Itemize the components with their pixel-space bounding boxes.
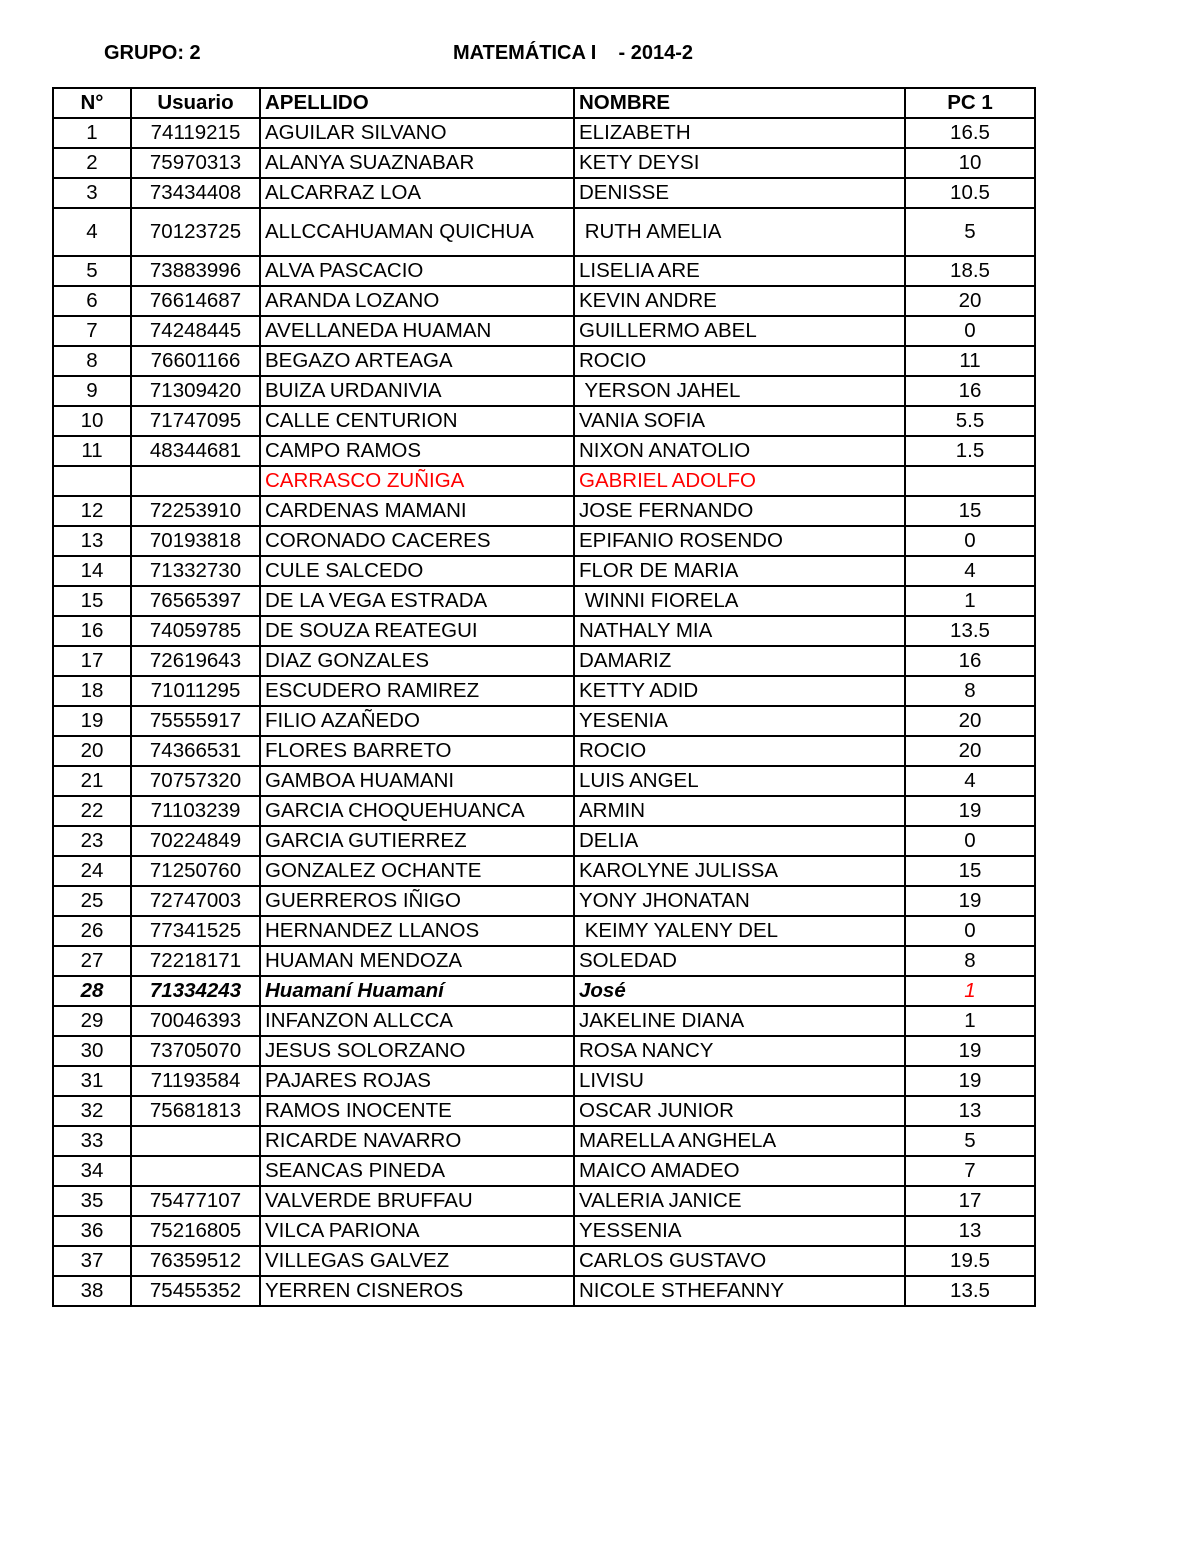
cell-usuario: 71334243 xyxy=(131,976,260,1006)
course-title: MATEMÁTICA I - 2014-2 xyxy=(453,42,694,64)
table-row xyxy=(53,178,1035,208)
col-header-pc1: PC 1 xyxy=(905,88,1035,118)
cell-apellido: GUERREROS IÑIGO xyxy=(260,886,574,916)
table-row xyxy=(53,586,1035,616)
col-header-usuario: Usuario xyxy=(131,88,260,118)
cell-usuario: 71103239 xyxy=(131,796,260,826)
table-row xyxy=(53,886,1035,916)
cell-pc1: 20 xyxy=(905,736,1035,766)
cell-pc1: 10 xyxy=(905,148,1035,178)
cell-pc1: 15 xyxy=(905,496,1035,526)
cell-pc1: 13 xyxy=(905,1216,1035,1246)
cell-nombre: DENISSE xyxy=(574,178,905,208)
cell-apellido: GONZALEZ OCHANTE xyxy=(260,856,574,886)
table-row xyxy=(53,646,1035,676)
table-row xyxy=(53,346,1035,376)
cell-number: 30 xyxy=(53,1036,131,1066)
cell-number: 4 xyxy=(53,208,131,256)
cell-usuario: 71193584 xyxy=(131,1066,260,1096)
cell-number: 8 xyxy=(53,346,131,376)
cell-number: 11 xyxy=(53,436,131,466)
cell-usuario: 72747003 xyxy=(131,886,260,916)
cell-number: 1 xyxy=(53,118,131,148)
cell-nombre: DELIA xyxy=(574,826,905,856)
cell-usuario: 76359512 xyxy=(131,1246,260,1276)
cell-nombre: NICOLE STHEFANNY xyxy=(574,1276,905,1306)
cell-apellido: VILCA PARIONA xyxy=(260,1216,574,1246)
cell-usuario: 75477107 xyxy=(131,1186,260,1216)
cell-pc1: 19 xyxy=(905,886,1035,916)
cell-nombre: JAKELINE DIANA xyxy=(574,1006,905,1036)
cell-pc1: 18.5 xyxy=(905,256,1035,286)
cell-usuario: 72218171 xyxy=(131,946,260,976)
cell-nombre: WINNI FIORELA xyxy=(574,586,905,616)
cell-usuario: 76601166 xyxy=(131,346,260,376)
cell-number: 20 xyxy=(53,736,131,766)
col-header-number: N° xyxy=(53,88,131,118)
cell-usuario: 70123725 xyxy=(131,208,260,256)
cell-usuario: 76614687 xyxy=(131,286,260,316)
cell-pc1: 13.5 xyxy=(905,616,1035,646)
table-row xyxy=(53,148,1035,178)
cell-apellido: HERNANDEZ LLANOS xyxy=(260,916,574,946)
table-row xyxy=(53,616,1035,646)
cell-pc1: 15 xyxy=(905,856,1035,886)
cell-pc1: 0 xyxy=(905,916,1035,946)
cell-number: 14 xyxy=(53,556,131,586)
cell-nombre: KAROLYNE JULISSA xyxy=(574,856,905,886)
cell-usuario xyxy=(131,1156,260,1186)
table-row xyxy=(53,1186,1035,1216)
cell-usuario: 71747095 xyxy=(131,406,260,436)
cell-pc1: 8 xyxy=(905,676,1035,706)
cell-pc1: 10.5 xyxy=(905,178,1035,208)
cell-number: 13 xyxy=(53,526,131,556)
cell-apellido: Huamaní Huamaní xyxy=(260,976,574,1006)
cell-number xyxy=(53,466,131,496)
table-row xyxy=(53,676,1035,706)
table-row xyxy=(53,916,1035,946)
cell-number: 18 xyxy=(53,676,131,706)
cell-apellido: ALANYA SUAZNABAR xyxy=(260,148,574,178)
cell-usuario: 72253910 xyxy=(131,496,260,526)
cell-apellido: BEGAZO ARTEAGA xyxy=(260,346,574,376)
table-row xyxy=(53,1276,1035,1306)
table-row xyxy=(53,376,1035,406)
cell-apellido: GARCIA CHOQUEHUANCA xyxy=(260,796,574,826)
cell-usuario: 71011295 xyxy=(131,676,260,706)
cell-number: 22 xyxy=(53,796,131,826)
cell-usuario: 75970313 xyxy=(131,148,260,178)
cell-nombre: EPIFANIO ROSENDO xyxy=(574,526,905,556)
col-header-nombre: NOMBRE xyxy=(574,88,905,118)
cell-nombre: José xyxy=(574,976,905,1006)
cell-pc1: 20 xyxy=(905,286,1035,316)
cell-apellido: DIAZ GONZALES xyxy=(260,646,574,676)
cell-usuario: 77341525 xyxy=(131,916,260,946)
cell-apellido: CARDENAS MAMANI xyxy=(260,496,574,526)
cell-pc1: 17 xyxy=(905,1186,1035,1216)
cell-usuario: 70193818 xyxy=(131,526,260,556)
table-row xyxy=(53,436,1035,466)
cell-apellido: AVELLANEDA HUAMAN xyxy=(260,316,574,346)
cell-usuario: 72619643 xyxy=(131,646,260,676)
cell-nombre: CARLOS GUSTAVO xyxy=(574,1246,905,1276)
table-row xyxy=(53,286,1035,316)
cell-usuario: 74059785 xyxy=(131,616,260,646)
cell-apellido: PAJARES ROJAS xyxy=(260,1066,574,1096)
cell-pc1: 16.5 xyxy=(905,118,1035,148)
table-row xyxy=(53,796,1035,826)
table-row xyxy=(53,736,1035,766)
cell-nombre: KEIMY YALENY DEL xyxy=(574,916,905,946)
cell-nombre: YERSON JAHEL xyxy=(574,376,905,406)
table-row xyxy=(53,1126,1035,1156)
cell-usuario: 76565397 xyxy=(131,586,260,616)
cell-usuario: 71309420 xyxy=(131,376,260,406)
table-row xyxy=(53,316,1035,346)
cell-apellido: BUIZA URDANIVIA xyxy=(260,376,574,406)
cell-pc1 xyxy=(905,466,1035,496)
cell-number: 7 xyxy=(53,316,131,346)
table-row xyxy=(53,466,1035,496)
table-body xyxy=(53,118,1035,1306)
cell-number: 21 xyxy=(53,766,131,796)
cell-pc1: 4 xyxy=(905,766,1035,796)
cell-number: 23 xyxy=(53,826,131,856)
cell-nombre: KETY DEYSI xyxy=(574,148,905,178)
cell-usuario: 71250760 xyxy=(131,856,260,886)
cell-nombre: GUILLERMO ABEL xyxy=(574,316,905,346)
cell-usuario: 73883996 xyxy=(131,256,260,286)
cell-apellido: YERREN CISNEROS xyxy=(260,1276,574,1306)
cell-number: 35 xyxy=(53,1186,131,1216)
cell-number: 26 xyxy=(53,916,131,946)
cell-number: 27 xyxy=(53,946,131,976)
cell-number: 34 xyxy=(53,1156,131,1186)
table-row xyxy=(53,118,1035,148)
cell-nombre: LUIS ANGEL xyxy=(574,766,905,796)
cell-pc1: 8 xyxy=(905,946,1035,976)
cell-nombre: RUTH AMELIA xyxy=(574,208,905,256)
cell-apellido: ALLCCAHUAMAN QUICHUA xyxy=(260,208,574,256)
cell-nombre: ARMIN xyxy=(574,796,905,826)
cell-number: 3 xyxy=(53,178,131,208)
cell-usuario: 48344681 xyxy=(131,436,260,466)
cell-apellido: DE SOUZA REATEGUI xyxy=(260,616,574,646)
col-header-apellido: APELLIDO xyxy=(260,88,574,118)
cell-pc1: 20 xyxy=(905,706,1035,736)
cell-nombre: OSCAR JUNIOR xyxy=(574,1096,905,1126)
cell-pc1: 5 xyxy=(905,208,1035,256)
cell-number: 15 xyxy=(53,586,131,616)
table-row xyxy=(53,766,1035,796)
cell-usuario: 71332730 xyxy=(131,556,260,586)
cell-apellido: RAMOS INOCENTE xyxy=(260,1096,574,1126)
table-row xyxy=(53,256,1035,286)
cell-number: 6 xyxy=(53,286,131,316)
cell-nombre: JOSE FERNANDO xyxy=(574,496,905,526)
table-row xyxy=(53,406,1035,436)
cell-number: 29 xyxy=(53,1006,131,1036)
cell-pc1: 13 xyxy=(905,1096,1035,1126)
cell-number: 28 xyxy=(53,976,131,1006)
cell-nombre: KEVIN ANDRE xyxy=(574,286,905,316)
table-row xyxy=(53,208,1035,256)
cell-number: 16 xyxy=(53,616,131,646)
cell-usuario: 74248445 xyxy=(131,316,260,346)
cell-usuario: 75216805 xyxy=(131,1216,260,1246)
cell-nombre: FLOR DE MARIA xyxy=(574,556,905,586)
cell-apellido: GAMBOA HUAMANI xyxy=(260,766,574,796)
cell-apellido: HUAMAN MENDOZA xyxy=(260,946,574,976)
cell-apellido: CALLE CENTURION xyxy=(260,406,574,436)
cell-apellido: VILLEGAS GALVEZ xyxy=(260,1246,574,1276)
cell-usuario: 73705070 xyxy=(131,1036,260,1066)
table-row xyxy=(53,1036,1035,1066)
cell-usuario: 70046393 xyxy=(131,1006,260,1036)
cell-usuario: 75681813 xyxy=(131,1096,260,1126)
cell-number: 31 xyxy=(53,1066,131,1096)
cell-nombre: GABRIEL ADOLFO xyxy=(574,466,905,496)
table-row xyxy=(53,946,1035,976)
cell-number: 32 xyxy=(53,1096,131,1126)
cell-number: 38 xyxy=(53,1276,131,1306)
cell-number: 10 xyxy=(53,406,131,436)
cell-apellido: INFANZON ALLCCA xyxy=(260,1006,574,1036)
cell-apellido: ESCUDERO RAMIREZ xyxy=(260,676,574,706)
cell-pc1: 19.5 xyxy=(905,1246,1035,1276)
cell-number: 17 xyxy=(53,646,131,676)
cell-usuario: 73434408 xyxy=(131,178,260,208)
cell-pc1: 0 xyxy=(905,826,1035,856)
cell-usuario xyxy=(131,1126,260,1156)
cell-nombre: ROCIO xyxy=(574,736,905,766)
cell-nombre: YESSENIA xyxy=(574,1216,905,1246)
cell-apellido: SEANCAS PINEDA xyxy=(260,1156,574,1186)
cell-pc1: 5.5 xyxy=(905,406,1035,436)
cell-apellido: JESUS SOLORZANO xyxy=(260,1036,574,1066)
cell-apellido: VALVERDE BRUFFAU xyxy=(260,1186,574,1216)
cell-usuario: 70757320 xyxy=(131,766,260,796)
cell-apellido: RICARDE NAVARRO xyxy=(260,1126,574,1156)
cell-apellido: ALCARRAZ LOA xyxy=(260,178,574,208)
cell-number: 33 xyxy=(53,1126,131,1156)
cell-apellido: CAMPO RAMOS xyxy=(260,436,574,466)
table-row xyxy=(53,1006,1035,1036)
table-row xyxy=(53,826,1035,856)
table-row xyxy=(53,1066,1035,1096)
grades-table xyxy=(52,87,1036,1307)
table-row xyxy=(53,1246,1035,1276)
cell-apellido: ARANDA LOZANO xyxy=(260,286,574,316)
cell-pc1: 11 xyxy=(905,346,1035,376)
cell-pc1: 0 xyxy=(905,526,1035,556)
cell-number: 5 xyxy=(53,256,131,286)
cell-pc1: 16 xyxy=(905,376,1035,406)
cell-usuario: 75555917 xyxy=(131,706,260,736)
cell-apellido: AGUILAR SILVANO xyxy=(260,118,574,148)
cell-nombre: MARELLA ANGHELA xyxy=(574,1126,905,1156)
cell-pc1: 19 xyxy=(905,1036,1035,1066)
table-row xyxy=(53,526,1035,556)
table-row xyxy=(53,976,1035,1006)
cell-nombre: LIVISU xyxy=(574,1066,905,1096)
cell-usuario: 75455352 xyxy=(131,1276,260,1306)
cell-usuario: 74366531 xyxy=(131,736,260,766)
table-row xyxy=(53,856,1035,886)
table-row xyxy=(53,1156,1035,1186)
cell-pc1: 19 xyxy=(905,1066,1035,1096)
cell-usuario: 74119215 xyxy=(131,118,260,148)
cell-nombre: NATHALY MIA xyxy=(574,616,905,646)
cell-apellido: FILIO AZAÑEDO xyxy=(260,706,574,736)
cell-number: 36 xyxy=(53,1216,131,1246)
cell-number: 19 xyxy=(53,706,131,736)
cell-number: 12 xyxy=(53,496,131,526)
cell-apellido: CARRASCO ZUÑIGA xyxy=(260,466,574,496)
cell-pc1: 16 xyxy=(905,646,1035,676)
cell-nombre: DAMARIZ xyxy=(574,646,905,676)
cell-pc1: 1.5 xyxy=(905,436,1035,466)
table-row xyxy=(53,496,1035,526)
cell-nombre: MAICO AMADEO xyxy=(574,1156,905,1186)
cell-nombre: VANIA SOFIA xyxy=(574,406,905,436)
cell-usuario: 70224849 xyxy=(131,826,260,856)
table-header-row xyxy=(53,88,1035,118)
cell-apellido: ALVA PASCACIO xyxy=(260,256,574,286)
cell-pc1: 0 xyxy=(905,316,1035,346)
cell-apellido: CORONADO CACERES xyxy=(260,526,574,556)
cell-number: 25 xyxy=(53,886,131,916)
cell-nombre: YONY JHONATAN xyxy=(574,886,905,916)
table-row xyxy=(53,556,1035,586)
cell-nombre: ROSA NANCY xyxy=(574,1036,905,1066)
cell-pc1: 1 xyxy=(905,1006,1035,1036)
cell-number: 2 xyxy=(53,148,131,178)
cell-apellido: CULE SALCEDO xyxy=(260,556,574,586)
cell-apellido: FLORES BARRETO xyxy=(260,736,574,766)
cell-number: 37 xyxy=(53,1246,131,1276)
cell-nombre: ELIZABETH xyxy=(574,118,905,148)
table-row xyxy=(53,1096,1035,1126)
table-row xyxy=(53,706,1035,736)
cell-pc1: 7 xyxy=(905,1156,1035,1186)
cell-apellido: DE LA VEGA ESTRADA xyxy=(260,586,574,616)
cell-pc1: 13.5 xyxy=(905,1276,1035,1306)
cell-nombre: ROCIO xyxy=(574,346,905,376)
cell-nombre: KETTY ADID xyxy=(574,676,905,706)
table-row xyxy=(53,1216,1035,1246)
cell-nombre: VALERIA JANICE xyxy=(574,1186,905,1216)
cell-pc1: 1 xyxy=(905,586,1035,616)
cell-number: 24 xyxy=(53,856,131,886)
cell-nombre: LISELIA ARE xyxy=(574,256,905,286)
group-label: GRUPO: 2 xyxy=(104,42,201,64)
cell-usuario xyxy=(131,466,260,496)
cell-number: 9 xyxy=(53,376,131,406)
cell-pc1: 4 xyxy=(905,556,1035,586)
cell-nombre: NIXON ANATOLIO xyxy=(574,436,905,466)
cell-nombre: YESENIA xyxy=(574,706,905,736)
cell-apellido: GARCIA GUTIERREZ xyxy=(260,826,574,856)
cell-pc1: 1 xyxy=(905,976,1035,1006)
cell-pc1: 5 xyxy=(905,1126,1035,1156)
cell-nombre: SOLEDAD xyxy=(574,946,905,976)
cell-pc1: 19 xyxy=(905,796,1035,826)
